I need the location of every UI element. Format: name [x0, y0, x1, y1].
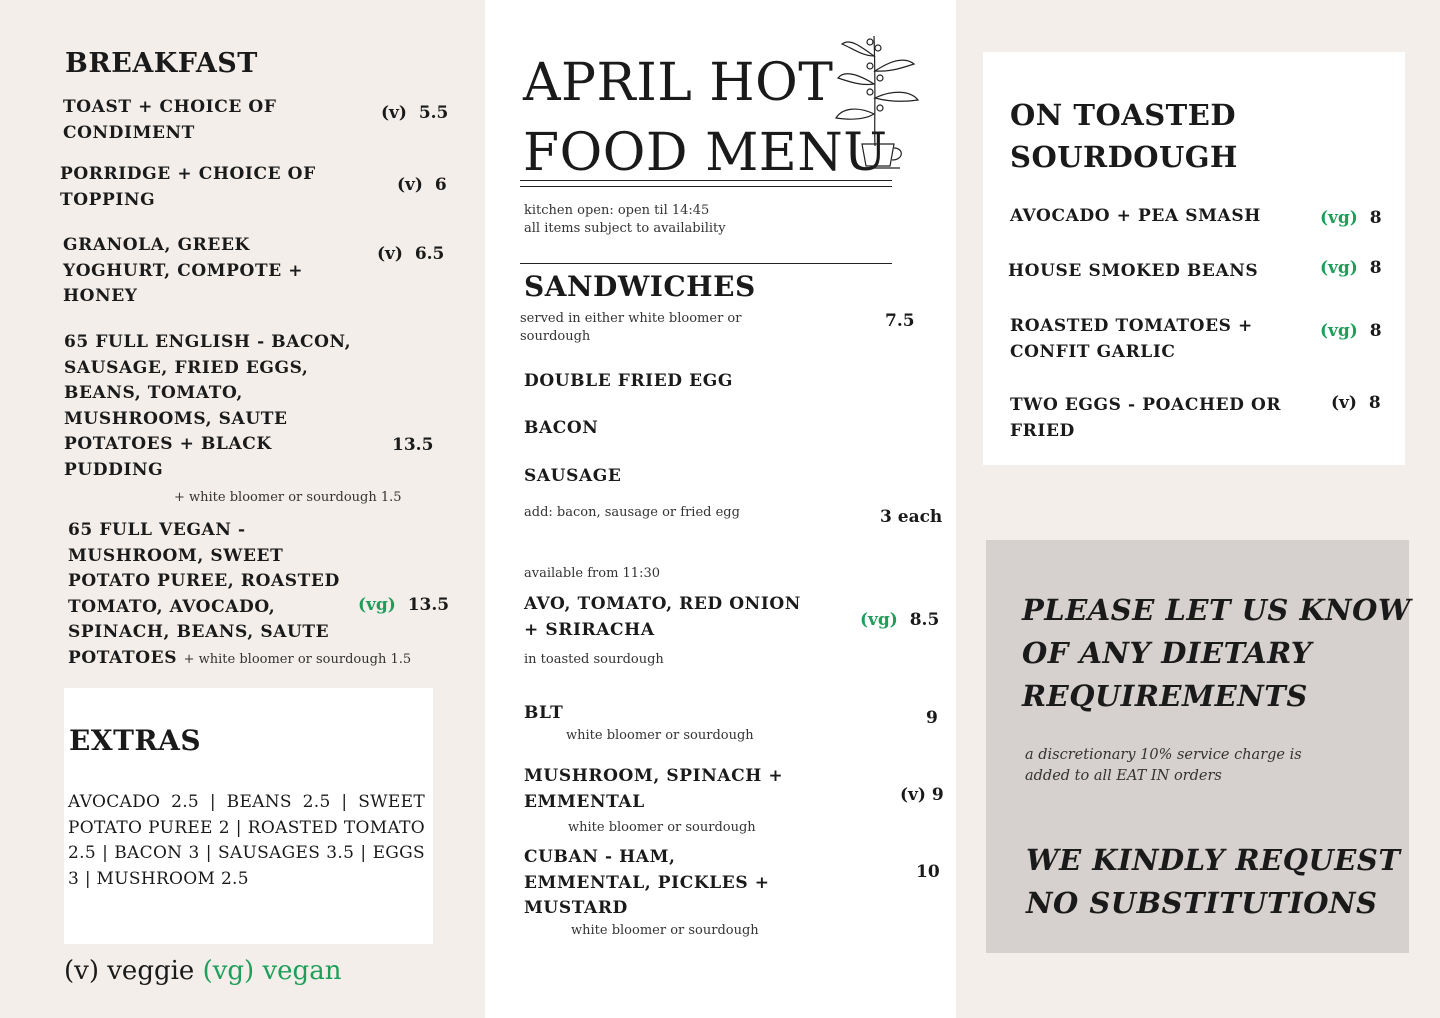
substitution-notice: [1026, 839, 1400, 925]
vegan-tag: (vg): [1320, 258, 1358, 278]
toasted-item-eggs: [1010, 393, 1281, 444]
toasted-item-beans: HOUSE SMOKED BEANS: [1008, 261, 1259, 281]
dietary-notice: [1022, 589, 1411, 718]
price-tag: [1331, 393, 1381, 413]
item-line: SAUSAGE, FRIED EGGS,: [64, 357, 309, 378]
diet-legend: [64, 956, 341, 986]
item-note: in toasted sourdough: [524, 652, 664, 667]
item-line: MUSTARD: [524, 898, 628, 918]
vegan-tag: (vg): [1320, 321, 1358, 341]
item-line: MUSHROOM, SPINACH +: [524, 766, 784, 786]
veggie-tag: (v): [1331, 393, 1357, 413]
item-line: GRANOLA, GREEK: [63, 235, 250, 255]
kitchen-open: kitchen open: open til 14:45: [524, 203, 710, 218]
item-note: white bloomer or sourdough: [568, 820, 756, 835]
legend-veggie: (v) veggie: [64, 956, 195, 986]
item-line: BEANS, TOMATO,: [64, 383, 243, 403]
breakfast-heading: BREAKFAST: [65, 48, 258, 79]
kitchen-info: [524, 202, 726, 238]
price: 9: [926, 708, 938, 728]
vegan-tag: (vg): [860, 610, 898, 630]
add-price: 3 each: [880, 507, 943, 527]
veggie-tag: (v): [381, 103, 407, 123]
item-line: MUSHROOMS, SAUTE: [64, 408, 288, 429]
price: 8: [1369, 258, 1382, 278]
price-tag: [1320, 321, 1382, 341]
plant-in-cup-icon: [830, 26, 925, 176]
veggie-tag: (v): [900, 785, 926, 805]
price: 13.5: [407, 595, 450, 615]
price-tag: [397, 175, 447, 195]
availability-note: all items subject to availability: [524, 221, 726, 236]
sandwich-item: SAUSAGE: [524, 466, 622, 486]
item-line: PORRIDGE + CHOICE OF: [60, 164, 316, 184]
plant-leaf: [875, 60, 914, 71]
price: 8: [1369, 321, 1382, 341]
item-line: YOGHURT, COMPOTE +: [63, 260, 304, 281]
price: 5.5: [418, 103, 449, 123]
note-line: sourdough: [520, 329, 591, 344]
berry: [867, 63, 873, 69]
note-line: served in either white bloomer or: [520, 311, 742, 326]
toasted-item-avocado: AVOCADO + PEA SMASH: [1010, 206, 1261, 226]
legend-vegan-tag: (vg): [202, 956, 255, 986]
plant-leaf: [838, 74, 874, 85]
item-line: TOAST + CHOICE OF: [63, 97, 277, 117]
price-tag: [358, 595, 449, 615]
plant-leaf: [875, 92, 918, 101]
item-note: white bloomer or sourdough: [566, 728, 754, 743]
berry: [877, 105, 883, 111]
vegan-tag: (vg): [358, 595, 396, 615]
price: 8.5: [909, 610, 940, 630]
item-line: TWO EGGS - POACHED OR: [1010, 395, 1282, 415]
note-line: added to all EAT IN orders: [1025, 768, 1222, 784]
item-line: 65 FULL ENGLISH - BACON,: [64, 332, 352, 352]
plant-stem: [874, 36, 875, 146]
notice-line: WE KINDLY REQUEST: [1026, 843, 1401, 877]
plant-leaf: [842, 42, 874, 56]
title-rule: [520, 186, 892, 187]
sandwich-item: DOUBLE FRIED EGG: [524, 371, 733, 391]
item-line: PUDDING: [64, 459, 164, 480]
sandwiches-served-note: [520, 310, 741, 346]
extras-heading: EXTRAS: [69, 724, 202, 757]
item-line: CONDIMENT: [63, 122, 195, 143]
item-line: MUSHROOM, SWEET: [68, 545, 284, 566]
price: 6.5: [414, 244, 445, 264]
item-line: TOMATO, AVOCADO,: [68, 596, 276, 617]
item-line: TOPPING: [60, 189, 156, 210]
price: 7.5: [885, 311, 915, 331]
special-item-avo: [524, 592, 801, 643]
breakfast-item-porridge: [60, 162, 316, 213]
vegan-tag: (vg): [1320, 208, 1358, 228]
berry: [877, 75, 883, 81]
title-line: FOOD MENU: [523, 123, 888, 183]
item-note: + white bloomer or sourdough 1.5: [174, 490, 402, 505]
item-line: POTATOES + BLACK: [64, 434, 272, 454]
item-line: EMMENTAL: [524, 791, 645, 812]
breakfast-item-granola: [63, 233, 303, 310]
item-note: + white bloomer or sourdough 1.5: [183, 651, 412, 667]
available-from: available from 11:30: [524, 566, 660, 581]
plant-leaf: [836, 109, 874, 119]
service-charge-note: [1025, 745, 1302, 787]
item-line-text: POTATOES: [68, 647, 178, 668]
item-line: EMMENTAL, PICKLES +: [524, 872, 770, 893]
item-line: HONEY: [63, 286, 138, 306]
notice-line: OF ANY DIETARY: [1022, 636, 1312, 670]
toasted-item-tomatoes: [1010, 314, 1253, 365]
berry: [867, 39, 873, 45]
veggie-tag: (v): [377, 244, 403, 264]
heading-line: SOURDOUGH: [1010, 140, 1238, 174]
berry: [867, 89, 873, 95]
notice-line: PLEASE LET US KNOW: [1022, 593, 1411, 627]
add-note: add: bacon, sausage or fried egg: [524, 505, 740, 520]
breakfast-item-full-english: [64, 330, 351, 483]
price: 8: [1369, 208, 1382, 228]
price: 10: [916, 862, 940, 882]
sandwiches-heading: SANDWICHES: [524, 270, 756, 303]
price-tag: [860, 610, 939, 630]
breakfast-item-toast: [63, 95, 277, 146]
heading-line: ON TOASTED: [1010, 98, 1236, 132]
toasted-heading: [1010, 94, 1238, 178]
berry: [875, 45, 881, 51]
note-line: a discretionary 10% service charge is: [1025, 747, 1302, 763]
extras-list: AVOCADO 2.5 | BEANS 2.5 | SWEET POTATO PUREE 2 | ROASTED TOMATO 2.5 | BACON 3 | SAUSAGES 3.5 | EGGS 3 | MUSHROOM 2.5: [68, 792, 425, 889]
price: 8: [1368, 393, 1381, 413]
price-tag: [377, 244, 444, 264]
price: 6: [434, 175, 447, 195]
item-line: CONFIT GARLIC: [1010, 341, 1176, 362]
item-line: ROASTED TOMATOES +: [1010, 316, 1253, 336]
section-rule: [520, 263, 892, 264]
price-tag: [900, 785, 944, 805]
price-tag: [381, 103, 448, 123]
price: 9: [931, 785, 944, 805]
price: 13.5: [392, 435, 434, 455]
special-item-blt: BLT: [524, 703, 564, 723]
item-line: SPINACH, BEANS, SAUTE: [68, 622, 330, 642]
cup: [862, 144, 894, 166]
item-line: AVO, TOMATO, RED ONION: [524, 594, 801, 614]
item-line: + SRIRACHA: [524, 619, 655, 640]
notice-line: REQUIREMENTS: [1022, 679, 1308, 713]
sandwich-item: BACON: [524, 418, 599, 438]
item-line: 65 FULL VEGAN -: [68, 520, 246, 540]
title-line: APRIL HOT: [523, 53, 834, 113]
notice-line: NO SUBSTITUTIONS: [1026, 886, 1378, 920]
item-line: [68, 646, 411, 672]
legend-vegan: vegan: [262, 956, 342, 986]
price-tag: [1320, 208, 1382, 228]
item-line: FRIED: [1010, 420, 1075, 441]
veggie-tag: (v): [397, 175, 423, 195]
special-item-mushroom: [524, 764, 783, 815]
item-line: CUBAN - HAM,: [524, 847, 676, 867]
price-tag: [1320, 258, 1382, 278]
item-line: POTATO PUREE, ROASTED: [68, 571, 340, 591]
special-item-cuban: [524, 845, 770, 922]
item-note: white bloomer or sourdough: [571, 923, 759, 938]
title-rule: [520, 180, 892, 181]
